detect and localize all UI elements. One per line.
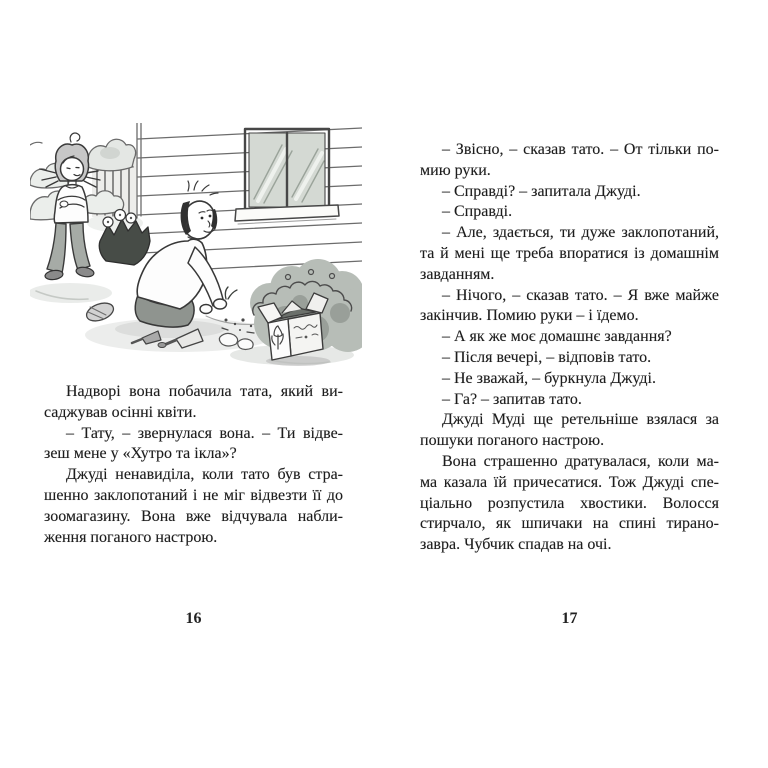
text-line: – Справді? – запитала Джуді. (442, 182, 641, 200)
text-line: – Нічого, – сказав тато. – Я вже майже (442, 286, 719, 304)
page-number-right: 17 (561, 610, 578, 627)
text-line: – Не зважай, – буркнула Джуді. (442, 369, 656, 387)
text-line: закінчив. Помию руки – і їдемо. (420, 307, 639, 325)
girl-shoe (44, 269, 63, 280)
bush-shade (100, 147, 120, 159)
seedling-plants (99, 210, 150, 266)
text-line: ціально розпустила хвостики. Волосся (420, 494, 719, 512)
text-line: шенно заклопотаний і не міг відвезти її до (44, 486, 343, 504)
page-number-left: 16 (185, 610, 202, 627)
page-17-text (420, 140, 719, 556)
story-illustration (30, 123, 362, 371)
page-16-text (44, 382, 343, 548)
text-line: Джуді Муді ще ретельніше взялася за (442, 411, 719, 429)
text-line: – А як же моє домашнє завдання? (442, 328, 672, 346)
text-line: саджував осінні квіти. (44, 403, 197, 421)
text-line: Вона страшенно дратувалася, коли ма- (442, 452, 719, 470)
text-line: зоомагазину. Вона вже відчувала набли- (44, 507, 343, 525)
text-line: – Справді. (442, 203, 513, 221)
text-line: – Після вечері, – відповів тато. (442, 348, 652, 366)
dad-hand (200, 305, 212, 314)
house-corner-trim (137, 123, 141, 218)
girl-pants (70, 223, 90, 270)
text-line: Джуді ненавиділа, коли тато був стра- (66, 466, 343, 484)
text-line: пошуки поганого настрою. (420, 432, 605, 450)
girl-hair-curl (70, 133, 80, 142)
text-line: – Га? – запитав тато. (442, 390, 582, 408)
text-line: мию руки. (420, 161, 491, 179)
text-line: стирчало, як шпичаки на спині тирано- (420, 515, 719, 533)
text-line: ма казала їй причесатися. Тож Джуді спе- (420, 473, 719, 491)
text-line: завданням. (420, 265, 495, 283)
text-line: завра. Чубчик спадав на очі. (420, 536, 612, 554)
text-line: Надворі вона побачила тата, який ви- (66, 383, 343, 400)
text-line: та й мені ще треба впоратися із домашнім (420, 244, 719, 262)
text-line: ження поганого настрою. (44, 528, 218, 546)
window (235, 129, 339, 224)
text-line: – Але, здається, ти дуже заклопотаний, (442, 224, 719, 242)
text-line: – Тату, – звернулася вона. – Ти відве- (66, 424, 343, 442)
dad-hand (214, 299, 227, 309)
girl-shoe (75, 266, 94, 278)
text-line: зеш мене у «Хутро та ікла»? (44, 445, 237, 463)
text-line: – Звісно, – сказав тато. – От тільки по- (442, 141, 719, 158)
girl-pants (47, 223, 66, 273)
